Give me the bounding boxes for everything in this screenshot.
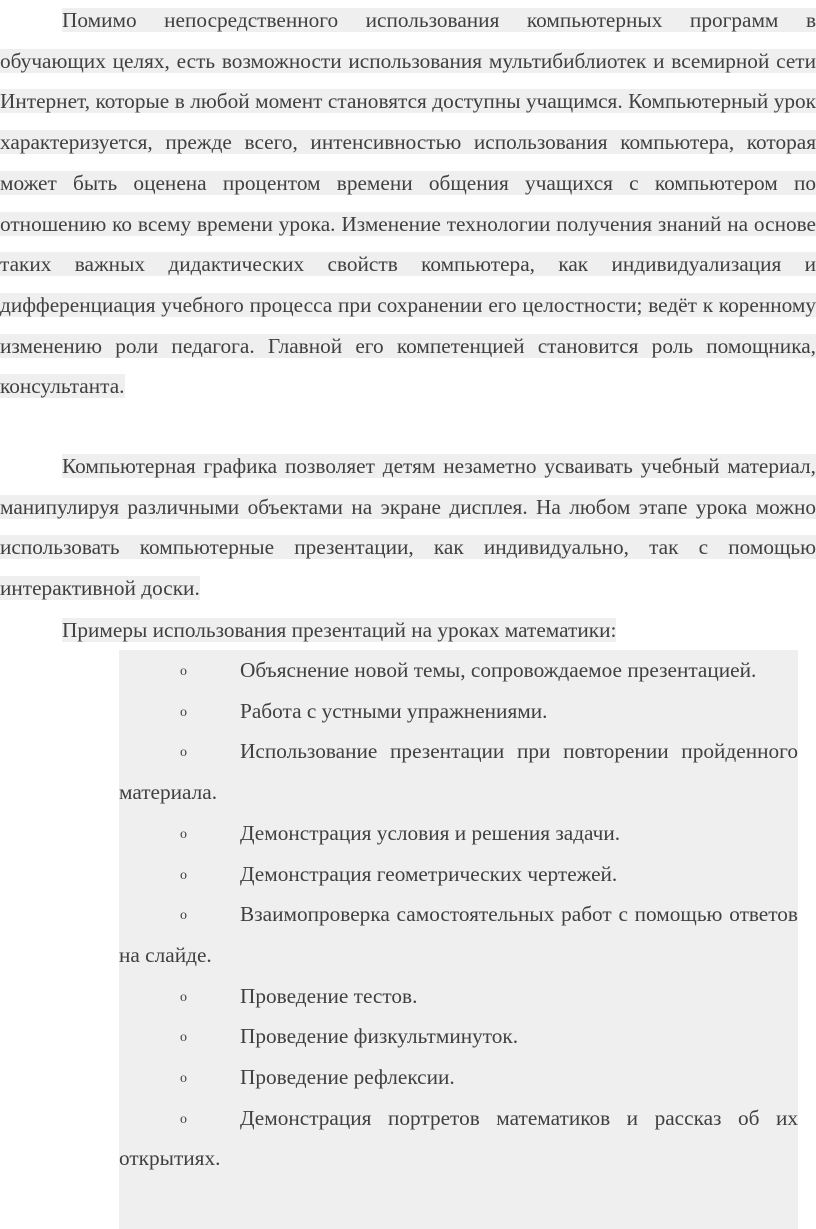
circle-bullet-icon: o <box>180 704 187 720</box>
list-item-text: Объяснение новой темы, сопровождаемое презентацией. <box>240 658 757 682</box>
circle-bullet-icon: o <box>180 989 187 1005</box>
paragraph-examples-intro <box>0 610 816 651</box>
list-item-text: Проведение рефлексии. <box>240 1065 455 1090</box>
circle-bullet-icon: o <box>180 745 187 761</box>
list-item-text: Работа с устными упражнениями. <box>240 698 548 723</box>
list-item <box>119 813 798 854</box>
list-item <box>119 650 798 691</box>
circle-bullet-icon: o <box>180 826 187 842</box>
paragraph-computer-graphics <box>0 446 816 609</box>
list-item-text: Демонстрация геометрических чертежей. <box>240 861 618 886</box>
list-item-text: Проведение тестов. <box>240 983 418 1008</box>
list-item <box>119 1098 798 1179</box>
circle-bullet-icon: o <box>180 867 187 883</box>
list-item <box>119 731 798 812</box>
paragraph-computer-lesson <box>0 0 816 407</box>
list-item <box>119 1016 798 1057</box>
list-item-text: Проведение физкультминуток. <box>240 1024 519 1049</box>
list-item-text: Демонстрация условия и решения задачи. <box>240 820 621 845</box>
list-item-text: Использование презентации при повторении пройденного материала. <box>119 739 798 805</box>
examples-list <box>119 650 798 1179</box>
circle-bullet-icon: o <box>180 664 187 679</box>
circle-bullet-icon: o <box>180 1071 187 1087</box>
list-item <box>119 1057 798 1098</box>
list-item <box>119 894 798 975</box>
list-item-text: Демонстрация портретов математиков и рассказ об их открытиях. <box>119 1105 798 1171</box>
paragraph-computer-lesson-text: Помимо непосредственного использования компьютерных программ в обучающих целях, есть возможности использования мультибиблиотек и всемирной сети Интернет, которые в любой момент становятся доступны учащимся. Компьютерный урок характеризуется, прежде всего, интенсивностью использования компьютера, которая может быть оценена процентом времени общения учащихся с компьютером по отношению ко всему времени урока. Изменение технологии получения знаний на основе таких важных дидактических свойств компьютера, как индивидуализация и дифференциация учебного процесса при сохранении его целостности; ведёт к коренному изменению роли педагога. Главной его компетенцией становится роль помощника, консультанта. <box>0 8 816 399</box>
list-item <box>119 854 798 895</box>
circle-bullet-icon: o <box>180 1111 187 1127</box>
list-item <box>119 691 798 732</box>
list-item <box>119 976 798 1017</box>
paragraph-examples-intro-text: Примеры использования презентаций на уроках математики: <box>62 618 617 642</box>
paragraph-computer-graphics-text: Компьютерная графика позволяет детям незаметно усваивать учебный материал, манипулируя различными объектами на экране дисплея. На любом этапе урока можно использовать компьютерные презентации, как индивидуально, так с помощью интерактивной доски. <box>0 454 816 601</box>
circle-bullet-icon: o <box>180 908 187 924</box>
circle-bullet-icon: o <box>180 1030 187 1046</box>
list-item-text: Взаимопроверка самостоятельных работ с помощью ответов на слайде. <box>119 902 798 967</box>
